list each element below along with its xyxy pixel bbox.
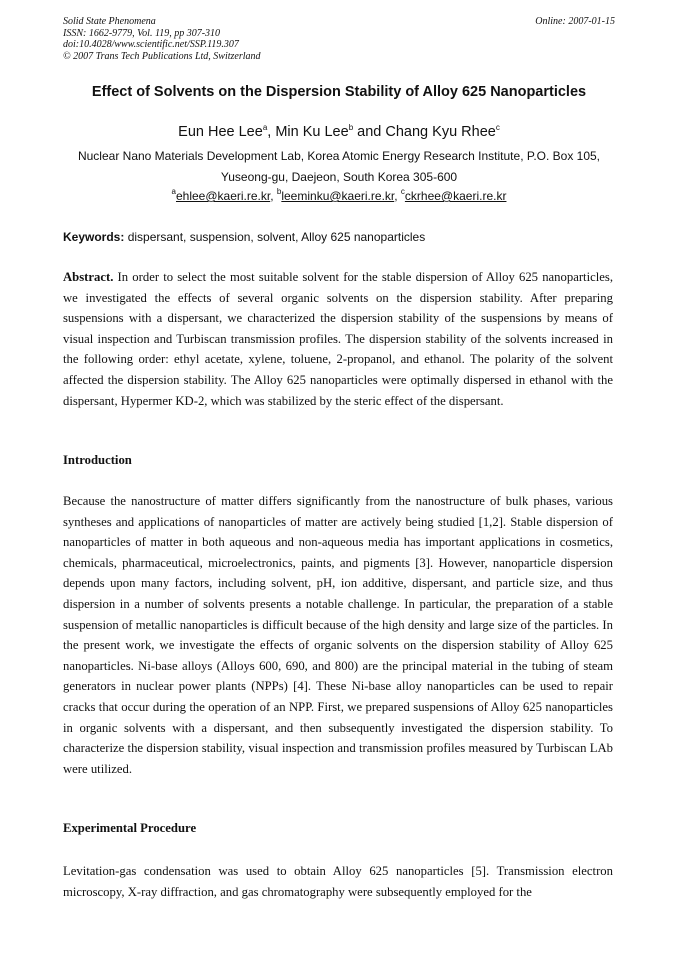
experimental-text: Levitation-gas condensation was used to obtain Alloy 625 nanoparticles [5]. Transmission electron microscopy, X-ray diffraction, and gas chromatography were subsequently employed for the — [63, 864, 613, 899]
introduction-text: Because the nanostructure of matter differs significantly from the nanostructure of bulk phases, various syntheses and applications of nanoparticles of matter are actively being studied [1,2]. Stable dispersion of nanoparticles of matter in both aqueous and non-aqueous media has important applications in cosmetics, chemicals, pharmaceutical, microelectronics, paints, and pigments [3]. However, nanoparticle dispersion depends upon many factors, including solvent, pH, ion additive, dispersant, and particle size, and thus dispersion in a number of solvents presents a notable challenge. In particular, the preparation of a stable suspension of metallic nanoparticles is difficult because of the high density and large size of the particles. In the present work, we investigate the effects of organic solvents on the dispersion stability of Alloy 625 nanoparticles. Ni-base alloys (Alloys 600, 690, and 800) are the principal material in the tubing of steam generators in nuclear power plants (NPPs) [4]. These Ni-base alloy nanoparticles can be used to repair cracks that occur during the operation of an NPP. First, we prepared suspensions of Alloy 625 nanoparticles in organic solvents with a dispersant, and then subsequently investigated the dispersion stability. To characterize the dispersion stability, visual inspection and transmission profiles measured by Turbiscan LAb were utilized. — [63, 494, 613, 776]
email-link[interactable]: leeminku@kaeri.re.kr — [281, 189, 395, 203]
email-list: $^a$ehlee@kaeri.re.kr, $^b$leeminku@kaeri.re.kr, $^c$ckrhee@kaeri.re.kr — [171, 187, 507, 203]
paper-title: Effect of Solvents on the Dispersion Stability of Alloy 625 Nanoparticles — [91, 84, 587, 100]
keywords — [63, 230, 615, 244]
abstract-label: Abstract. — [63, 270, 114, 284]
affiliation — [55, 146, 623, 188]
section-heading-introduction: Introduction — [63, 453, 132, 467]
section-heading-experimental: Experimental Procedure — [63, 821, 197, 835]
keywords-label: Keywords: — [63, 230, 125, 244]
author-sup: c — [495, 123, 500, 132]
email-sup: c — [400, 187, 405, 196]
copyright-line: © 2007 Trans Tech Publications Ltd, Switzerland — [63, 50, 261, 62]
email-link[interactable]: ckrhee@kaeri.re.kr — [404, 189, 507, 203]
journal-header — [63, 16, 615, 62]
author-sup: b — [348, 123, 354, 132]
author-name: Chang Kyu Rhee — [385, 124, 496, 140]
author-name: Min Ku Lee — [275, 124, 349, 140]
email-link[interactable]: ehlee@kaeri.re.kr — [175, 189, 271, 203]
online-date: Online: 2007-01-15 — [535, 16, 615, 27]
keywords-text: dispersant, suspension, solvent, Alloy 625 nanoparticles — [124, 230, 426, 244]
author-separator: , — [267, 124, 276, 140]
email-sup: b — [276, 187, 282, 196]
author-name: Eun Hee Lee — [178, 124, 263, 140]
author-separator: and — [353, 124, 386, 140]
email-sup: a — [171, 187, 176, 196]
abstract-text: In order to select the most suitable solvent for the stable dispersion of Alloy 625 nanoparticles, we investigated the effects of several organic solvents on the dispersion stability. After preparing suspensions with a dispersant, we characterized the dispersion stability of the suspensions by means of visual inspection and Turbiscan transmission profiles. The dispersion stability of the solvents increased in the following order: ethyl acetate, xylene, toluene, 2-propanol, and ethanol. The polarity of the solvent affected the dispersion stability. The Alloy 625 nanoparticles were optimally dispersed in ethanol with the dispersant, Hypermer KD-2, which was stabilized by the steric effect of the dispersant. — [63, 270, 613, 408]
author-list — [30, 123, 648, 140]
journal-name: Solid State Phenomena — [63, 16, 156, 27]
affiliation-line: Yuseong-gu, Daejeon, South Korea 305-600 — [220, 170, 458, 184]
abstract — [63, 267, 613, 411]
affiliation-line: Nuclear Nano Materials Development Lab, Korea Atomic Energy Research Institute, P.O. Box 105, — [77, 149, 601, 163]
issn-line: ISSN: 1662-9779, Vol. 119, pp 307-310 — [63, 27, 221, 39]
doi-line: doi:10.4028/www.scientific.net/SSP.119.307 — [63, 39, 239, 50]
author-sup: a — [262, 123, 268, 132]
